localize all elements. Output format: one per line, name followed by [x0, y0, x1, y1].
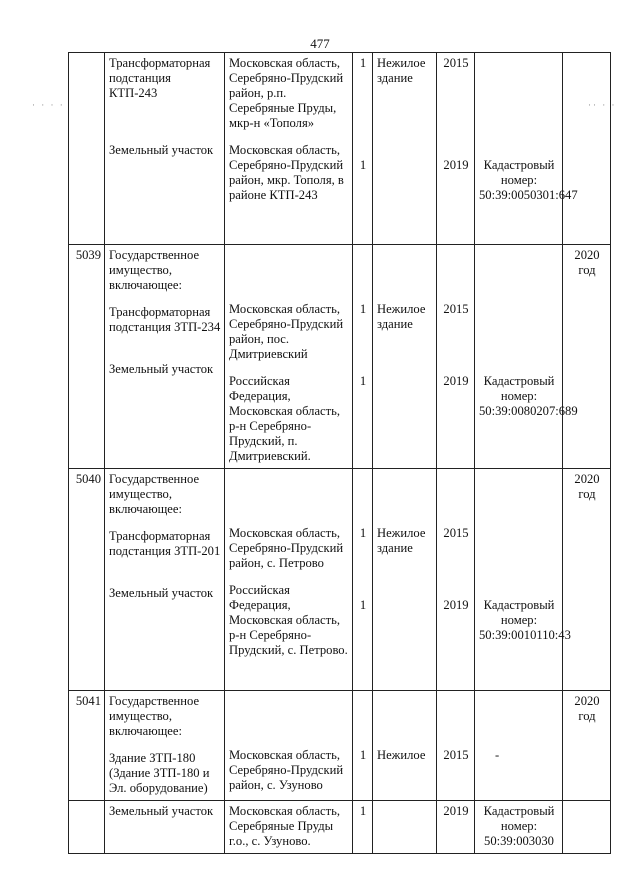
registry-number: 5040 — [69, 469, 105, 691]
year-cell — [437, 53, 475, 245]
quantity-cell — [353, 469, 373, 691]
object-name: Земельный участок — [109, 362, 214, 376]
registry-number: 5041 — [69, 691, 105, 801]
quantity: 1 — [359, 526, 367, 540]
year: 2015 — [443, 526, 469, 540]
purpose-cell — [373, 469, 437, 691]
purpose-cell — [373, 245, 437, 469]
quantity: 1 — [359, 598, 367, 612]
registry-number — [69, 801, 105, 854]
object-address: Московская область, Серебряные Пруды г.о., с. Узуново. — [225, 801, 353, 854]
cadastral-number: - — [495, 748, 500, 762]
year: 2019 — [443, 374, 469, 388]
group-header: Государственное имущество, включающее: — [109, 248, 200, 292]
quantity-cell — [353, 53, 373, 245]
cadastral-number: Кадастровый номер: 50:39:0050301:647 — [479, 158, 578, 202]
table-row — [69, 801, 611, 854]
purpose-cell — [373, 53, 437, 245]
object-address: Московская область, Серебряно-Прудский район, с. Петрово — [229, 526, 344, 570]
table-row — [69, 245, 611, 469]
object-address: Московская область, Серебряно-Прудский район, мкр. Тополя, в районе КТП-243 — [229, 143, 344, 202]
purpose-cell — [373, 691, 437, 801]
last-column-cell — [563, 801, 611, 854]
cadastral-number: Кадастровый номер: 50:39:0080207:689 — [479, 374, 578, 418]
object-name-cell — [105, 469, 225, 691]
cadastral-number: Кадастровый номер: 50:39:003030 — [475, 801, 563, 854]
quantity-cell — [353, 691, 373, 801]
registry-number — [69, 53, 105, 245]
object-name: Трансформаторная подстанция КТП-243 — [109, 56, 211, 100]
quantity: 1 — [359, 748, 367, 762]
object-name: Здание ЗТП-180 (Здание ЗТП-180 и Эл. оборудование) — [109, 751, 210, 795]
quantity: 1 — [353, 801, 373, 854]
address-cell — [225, 691, 353, 801]
year: 2015 — [443, 302, 469, 316]
last-column-cell: 2020 год — [563, 691, 611, 801]
year-cell — [437, 691, 475, 801]
object-name-cell — [105, 53, 225, 245]
last-column-cell — [563, 53, 611, 245]
year: 2019 — [443, 158, 469, 172]
address-cell — [225, 53, 353, 245]
property-registry-table — [68, 52, 611, 854]
object-purpose — [373, 801, 437, 854]
scan-artifact-left: · · · · — [32, 100, 65, 110]
year-cell — [437, 469, 475, 691]
object-address: Российская Федерация, Московская область, р-н Серебряно-Прудский, п. Дмитриевский. — [229, 374, 341, 463]
cadastral-cell — [475, 53, 578, 245]
page-number: 477 — [310, 36, 330, 51]
object-name: Трансформаторная подстанция ЗТП-234 — [109, 305, 221, 334]
object-address: Московская область, Серебряно-Прудский район, р.п. Серебряные Пруды, мкр-н «Тополя» — [229, 56, 344, 130]
cadastral-cell — [475, 469, 571, 691]
last-column-cell: 2020 год — [563, 469, 611, 691]
quantity: 1 — [359, 374, 367, 388]
year: 2015 — [443, 56, 469, 70]
address-cell — [225, 245, 353, 469]
object-name-cell — [105, 691, 225, 801]
object-address: Московская область, Серебряно-Прудский район, с. Узуново — [229, 748, 344, 792]
object-name: Земельный участок — [109, 143, 214, 157]
object-name: Земельный участок — [109, 586, 214, 600]
quantity: 1 — [359, 56, 367, 70]
year-cell — [437, 245, 475, 469]
object-address: Российская Федерация, Московская область, р-н Серебряно-Прудский, с. Петрово. — [229, 583, 348, 657]
object-purpose: Нежилое здание — [377, 56, 426, 85]
group-header: Государственное имущество, включающее: — [109, 694, 200, 738]
object-purpose: Нежилое здание — [377, 526, 426, 555]
scan-artifact-right: ·· · · — [588, 100, 617, 110]
registry-number: 5039 — [69, 245, 105, 469]
quantity: 1 — [359, 158, 367, 172]
table-row — [69, 53, 611, 245]
cadastral-number: Кадастровый номер: 50:39:0010110:43 — [479, 598, 571, 642]
cadastral-cell — [475, 245, 578, 469]
object-address: Московская область, Серебряно-Прудский район, пос. Дмитриевский — [229, 302, 344, 361]
year: 2015 — [443, 748, 469, 762]
object-name: Трансформаторная подстанция ЗТП-201 — [109, 529, 221, 558]
cadastral-cell — [475, 691, 563, 801]
last-column-cell: 2020 год — [563, 245, 611, 469]
table-row — [69, 691, 611, 801]
quantity-cell — [353, 245, 373, 469]
object-name-cell — [105, 245, 225, 469]
address-cell — [225, 469, 353, 691]
year: 2019 — [443, 598, 469, 612]
object-purpose: Нежилое — [377, 748, 426, 762]
quantity: 1 — [359, 302, 367, 316]
table-row — [69, 469, 611, 691]
object-name: Земельный участок — [105, 801, 225, 854]
year: 2019 — [437, 801, 475, 854]
group-header: Государственное имущество, включающее: — [109, 472, 200, 516]
object-purpose: Нежилое здание — [377, 302, 426, 331]
